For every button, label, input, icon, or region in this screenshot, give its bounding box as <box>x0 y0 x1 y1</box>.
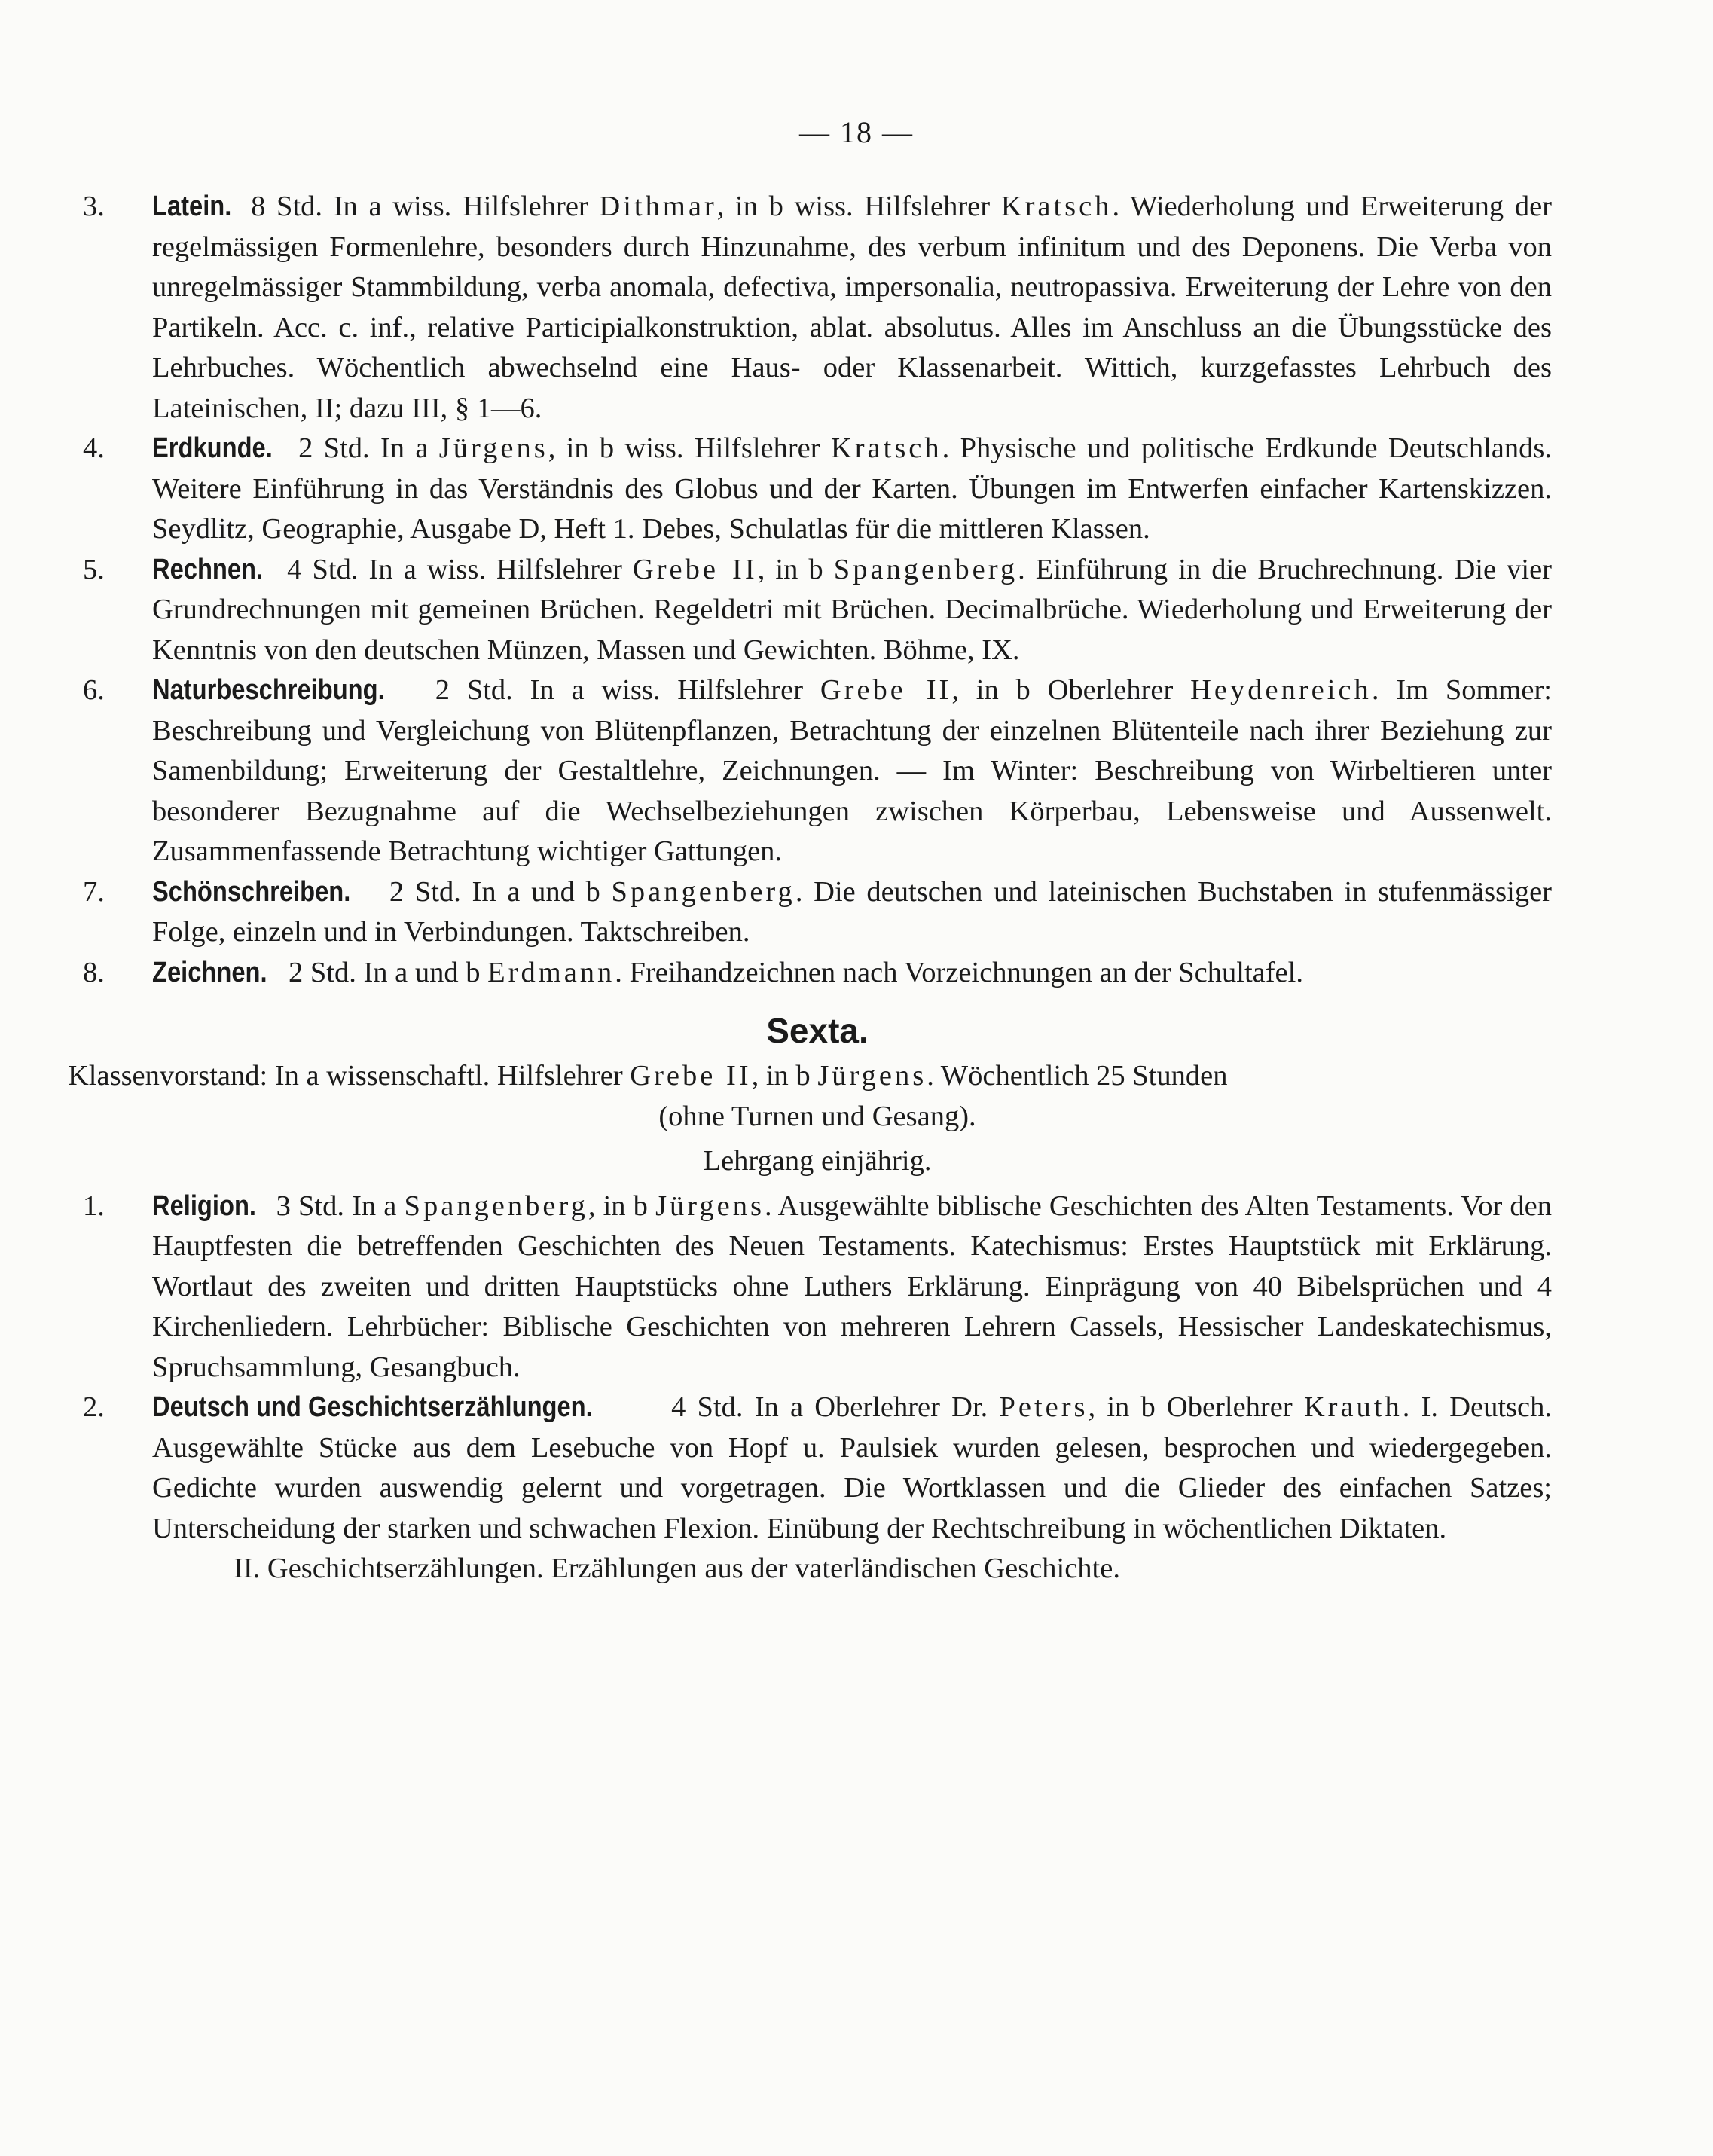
person-name: Jürgens <box>655 1189 765 1222</box>
subject-description: 3 Std. In a Spangenberg, in b Jürgens. Ausgewählte biblische Geschichten des Alten Testaments. Vor den Hauptfesten die betreffenden Geschichten des Neuen Testaments. Katechismus: Erstes Hauptstück mit Erklärung. Wortlaut des zweiten und dritten Hauptstücks ohne Luthers Erklärung. Einprägung von 40 Bibelsprüchen und 4 Kirchenliedern. Lehrbücher: Biblische Geschichten von mehreren Lehrern Cassels, Hessischer Landeskatechismus, Spruchsammlung, Gesangbuch. <box>152 1189 1552 1383</box>
subject-heading: Naturbeschreibung. <box>152 674 385 706</box>
entry-number: 8. <box>83 956 105 988</box>
person-name: Heydenreich <box>1190 674 1372 706</box>
hours-note: (ohne Turnen und Gesang). <box>658 1100 976 1132</box>
subject-entry <box>83 1186 1552 1388</box>
page-content <box>68 187 1552 1590</box>
entry-number: 1. <box>83 1189 105 1222</box>
person-name: Spangenberg <box>611 875 795 908</box>
page-number: — 18 — <box>799 115 914 149</box>
subject-description: 2 Std. In a wiss. Hilfslehrer Grebe II, in b Oberlehrer Heydenreich. Im Sommer: Beschreibung und Vergleichung von Blütenpflanzen, Betrachtung der einzelnen Blütenteile nach ihrer Beziehung zur Samenbildung; Erweiterung der Gestaltlehre, Zeichnungen. — Im Winter: Beschreibung von Wirbeltieren unter besonderer Bezugnahme auf die Wechselbeziehungen zwischen Körperbau, Lebensweise und Aussenwelt. Zusammenfassende Betrachtung wichtiger Gattungen. <box>152 674 1552 867</box>
subject-entry <box>83 670 1552 872</box>
person-name: Grebe II <box>820 674 952 706</box>
person-name: Spangenberg <box>404 1189 588 1222</box>
subject-description: 4 Std. In a wiss. Hilfslehrer Grebe II, in b Spangenberg. Einführung in die Bruchrechnung. Die vier Grundrechnungen mit gemeinen Brüchen. Regeldetri mit Brüchen. Decimalbrüche. Wiederholung und Erweiterung der Kenntnis von den deutschen Münzen, Massen und Gewichten. Böhme, IX. <box>152 553 1552 666</box>
subject-description: 4 Std. In a Oberlehrer Dr. Peters, in b Oberlehrer Krauth. I. Deutsch. Ausgewählte Stücke aus dem Lesebuche von Hopf u. Paulsiek wurden gelesen, besprochen und wiedergegeben. Gedichte wurden auswendig gelernt und vorgetragen. Die Wortklassen und die Glieder des einfachen Satzes; Unterscheidung der starken und schwachen Flexion. Einübung der Rechtschreibung in wöchentlichen Diktaten. <box>152 1391 1552 1544</box>
quinta-subject-list <box>83 187 1552 993</box>
subject-description: 2 Std. In a Jürgens, in b wiss. Hilfslehrer Kratsch. Physische und politische Erdkunde Deutschlands. Weitere Einführung in das Verständnis des Globus und der Karten. Übungen im Entwerfen einfacher Kartenskizzen. Seydlitz, Geographie, Ausgabe D, Heft 1. Debes, Schulatlas für die mittleren Klassen. <box>152 432 1552 545</box>
entry-number: 5. <box>83 553 105 585</box>
subject-heading: Latein. <box>152 191 232 222</box>
person-name: Grebe II <box>632 553 758 585</box>
subject-entry <box>83 953 1552 994</box>
section-title-sexta: Sexta. <box>766 1011 869 1050</box>
person-name: Kratsch <box>1000 191 1113 222</box>
subject-description: 2 Std. In a und b Erdmann. Freihandzeichnen nach Vorzeichnungen an der Schultafel. <box>281 956 1303 988</box>
subject-description: 2 Std. In a und b Spangenberg. Die deutschen und lateinischen Buchstaben in stufenmässiger Folge, einzeln und in Verbindungen. Taktschreiben. <box>152 875 1552 948</box>
sexta-subject-list <box>83 1186 1552 1550</box>
person-name: Grebe II <box>630 1060 752 1092</box>
person-name: Kratsch <box>830 432 942 464</box>
subject-heading: Erdkunde. <box>152 432 273 464</box>
subject-heading: Zeichnen. <box>152 956 267 988</box>
entry-number: 2. <box>83 1391 105 1423</box>
subject-entry <box>83 429 1552 550</box>
person-name: Peters <box>999 1391 1089 1423</box>
class-supervisor-line: Klassenvorstand: In a wissenschaftl. Hilfslehrer Grebe II, in b Jürgens. Wöchentlich 25 Stunden <box>68 1060 1228 1092</box>
entry-number: 4. <box>83 432 105 464</box>
subject-entry <box>83 1388 1552 1549</box>
entry-number: 6. <box>83 674 105 706</box>
subject-heading: Schönschreiben. <box>152 875 351 908</box>
person-name: Jürgens <box>438 432 548 464</box>
subject-heading: Deutsch und Geschichtserzählungen. <box>152 1391 593 1423</box>
subject-description: 8 Std. In a wiss. Hilfslehrer Dithmar, in b wiss. Hilfslehrer Kratsch. Wiederholung und Erweiterung der regelmässigen Formenlehre, besonders durch Hinzunahme, des verbum infinitum und des Deponens. Die Verba von unregelmässiger Stammbildung, verba anomala, defectiva, impersonalia, neutropassiva. Erweiterung der Lehre von den Partikeln. Acc. c. inf., relative Participialkonstruktion, ablat. absolutus. Alles im Anschluss an die Übungsstücke des Lehrbuches. Wöchentlich abwechselnd eine Haus- oder Klassenarbeit. Wittich, kurzgefasstes Lehrbuch des Lateinischen, II; dazu III, § 1—6. <box>152 191 1552 424</box>
subject-heading: Religion. <box>152 1189 256 1222</box>
entry-number: 3. <box>83 191 105 222</box>
person-name: Dithmar <box>599 191 717 222</box>
person-name: Krauth <box>1303 1391 1403 1423</box>
person-name: Jürgens <box>817 1060 927 1092</box>
person-name: Erdmann <box>487 956 615 988</box>
subject-entry <box>83 872 1552 953</box>
subject-heading: Rechnen. <box>152 553 264 585</box>
history-continuation: II. Geschichtserzählungen. Erzählungen aus der vaterländischen Geschichte. <box>234 1553 1120 1584</box>
subject-entry <box>83 187 1552 429</box>
course-duration: Lehrgang einjährig. <box>703 1145 932 1177</box>
entry-number: 7. <box>83 875 105 908</box>
person-name: Spangenberg <box>833 553 1018 585</box>
subject-entry <box>83 550 1552 671</box>
